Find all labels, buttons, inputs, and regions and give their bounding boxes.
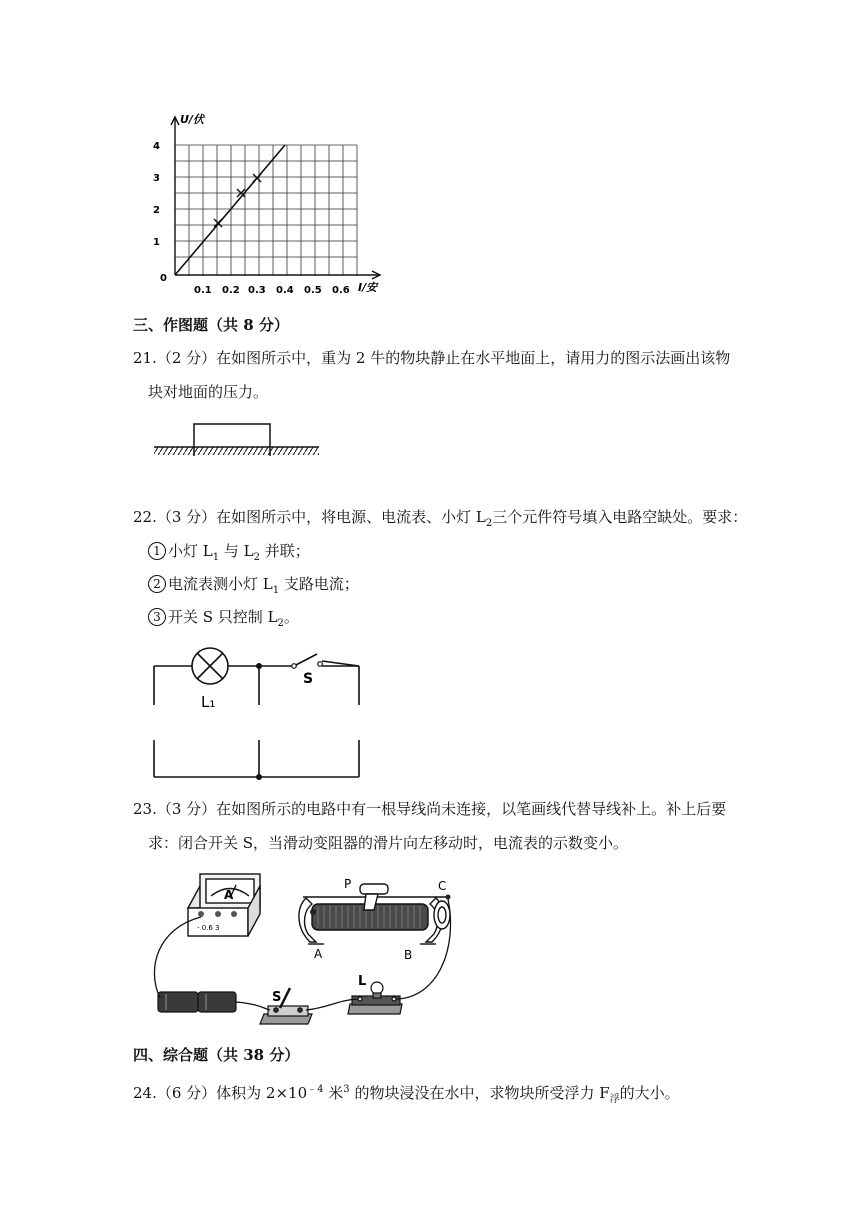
q22-line1: 22.（3 分）在如图所示中，将电源、电流表、小灯 $L_2$三个元件符号填入电路空缺处。要求：	[133, 508, 748, 529]
u-i-graph	[140, 105, 390, 300]
y-tick-3: 3	[153, 173, 160, 184]
switch-label-s: S	[272, 990, 282, 1005]
rheostat-label-a: A	[314, 947, 323, 961]
ammeter-symbol: A	[224, 888, 234, 902]
graph-x-label: I/安	[358, 281, 378, 294]
switch-s	[294, 654, 317, 666]
section-4-heading: 四、综合题（共 38 分）	[133, 1046, 300, 1064]
label-l1: L₁	[201, 693, 216, 711]
y-tick-2: 2	[153, 205, 160, 216]
q21-line2: 块对地面的压力。	[148, 383, 269, 401]
parallel-circuit-diagram	[145, 645, 370, 785]
graph-origin: 0	[160, 273, 167, 284]
q22-requirement-3: 3 开关 S 只控制 $L_2$。	[148, 607, 299, 634]
graph-y-label: U/伏	[180, 113, 204, 126]
u-i-line	[175, 145, 285, 275]
q22-requirement-2: 2 电流表测小灯 $L_1$ 支路电流；	[148, 574, 359, 601]
rheostat-label-p: P	[344, 877, 352, 891]
x-tick-3: 0.3	[248, 285, 266, 296]
label-s: S	[303, 671, 314, 687]
q23-line2: 求：闭合开关 S，当滑动变阻器的滑片向左移动时，电流表的示数变小。	[148, 834, 629, 852]
y-tick-1: 1	[153, 237, 160, 248]
ammeter-terminals: - 0.6 3	[197, 924, 220, 932]
bulb	[348, 982, 402, 1014]
block-on-ground-figure	[150, 420, 322, 456]
y-tick-4: 4	[153, 141, 160, 152]
battery	[158, 992, 236, 1012]
rheostat-label-c: C	[438, 879, 447, 893]
x-tick-4: 0.4	[276, 285, 294, 296]
rheostat-label-b: B	[404, 948, 413, 962]
q21-line1: 21.（2 分）在如图所示中，重为 2 牛的物块静止在水平地面上，请用力的图示法画出该物	[133, 349, 731, 367]
q22-requirement-1: 1 小灯 $L_1$ 与 $L_2$ 并联；	[148, 541, 310, 568]
bulb-label-l: L	[358, 974, 367, 989]
x-tick-1: 0.1	[194, 285, 212, 296]
q23-line1: 23.（3 分）在如图所示的电路中有一根导线尚未连接，以笔画线代替导线补上。补上后要	[133, 800, 727, 818]
x-tick-2: 0.2	[222, 285, 240, 296]
x-tick-5: 0.5	[304, 285, 322, 296]
q24-line1: 24.（6 分）体积为 $2\times 10^{﹣4}$ 米$^3$ 的物块浸没在水中，求物块所受浮力 $F_浮$的大小。	[133, 1084, 680, 1105]
knife-switch	[260, 988, 312, 1024]
section-3-heading: 三、作图题（共 8 分）	[133, 316, 289, 334]
x-tick-6: 0.6	[332, 285, 350, 296]
rheostat-circuit-figure	[148, 868, 468, 1028]
rheostat	[299, 884, 450, 944]
